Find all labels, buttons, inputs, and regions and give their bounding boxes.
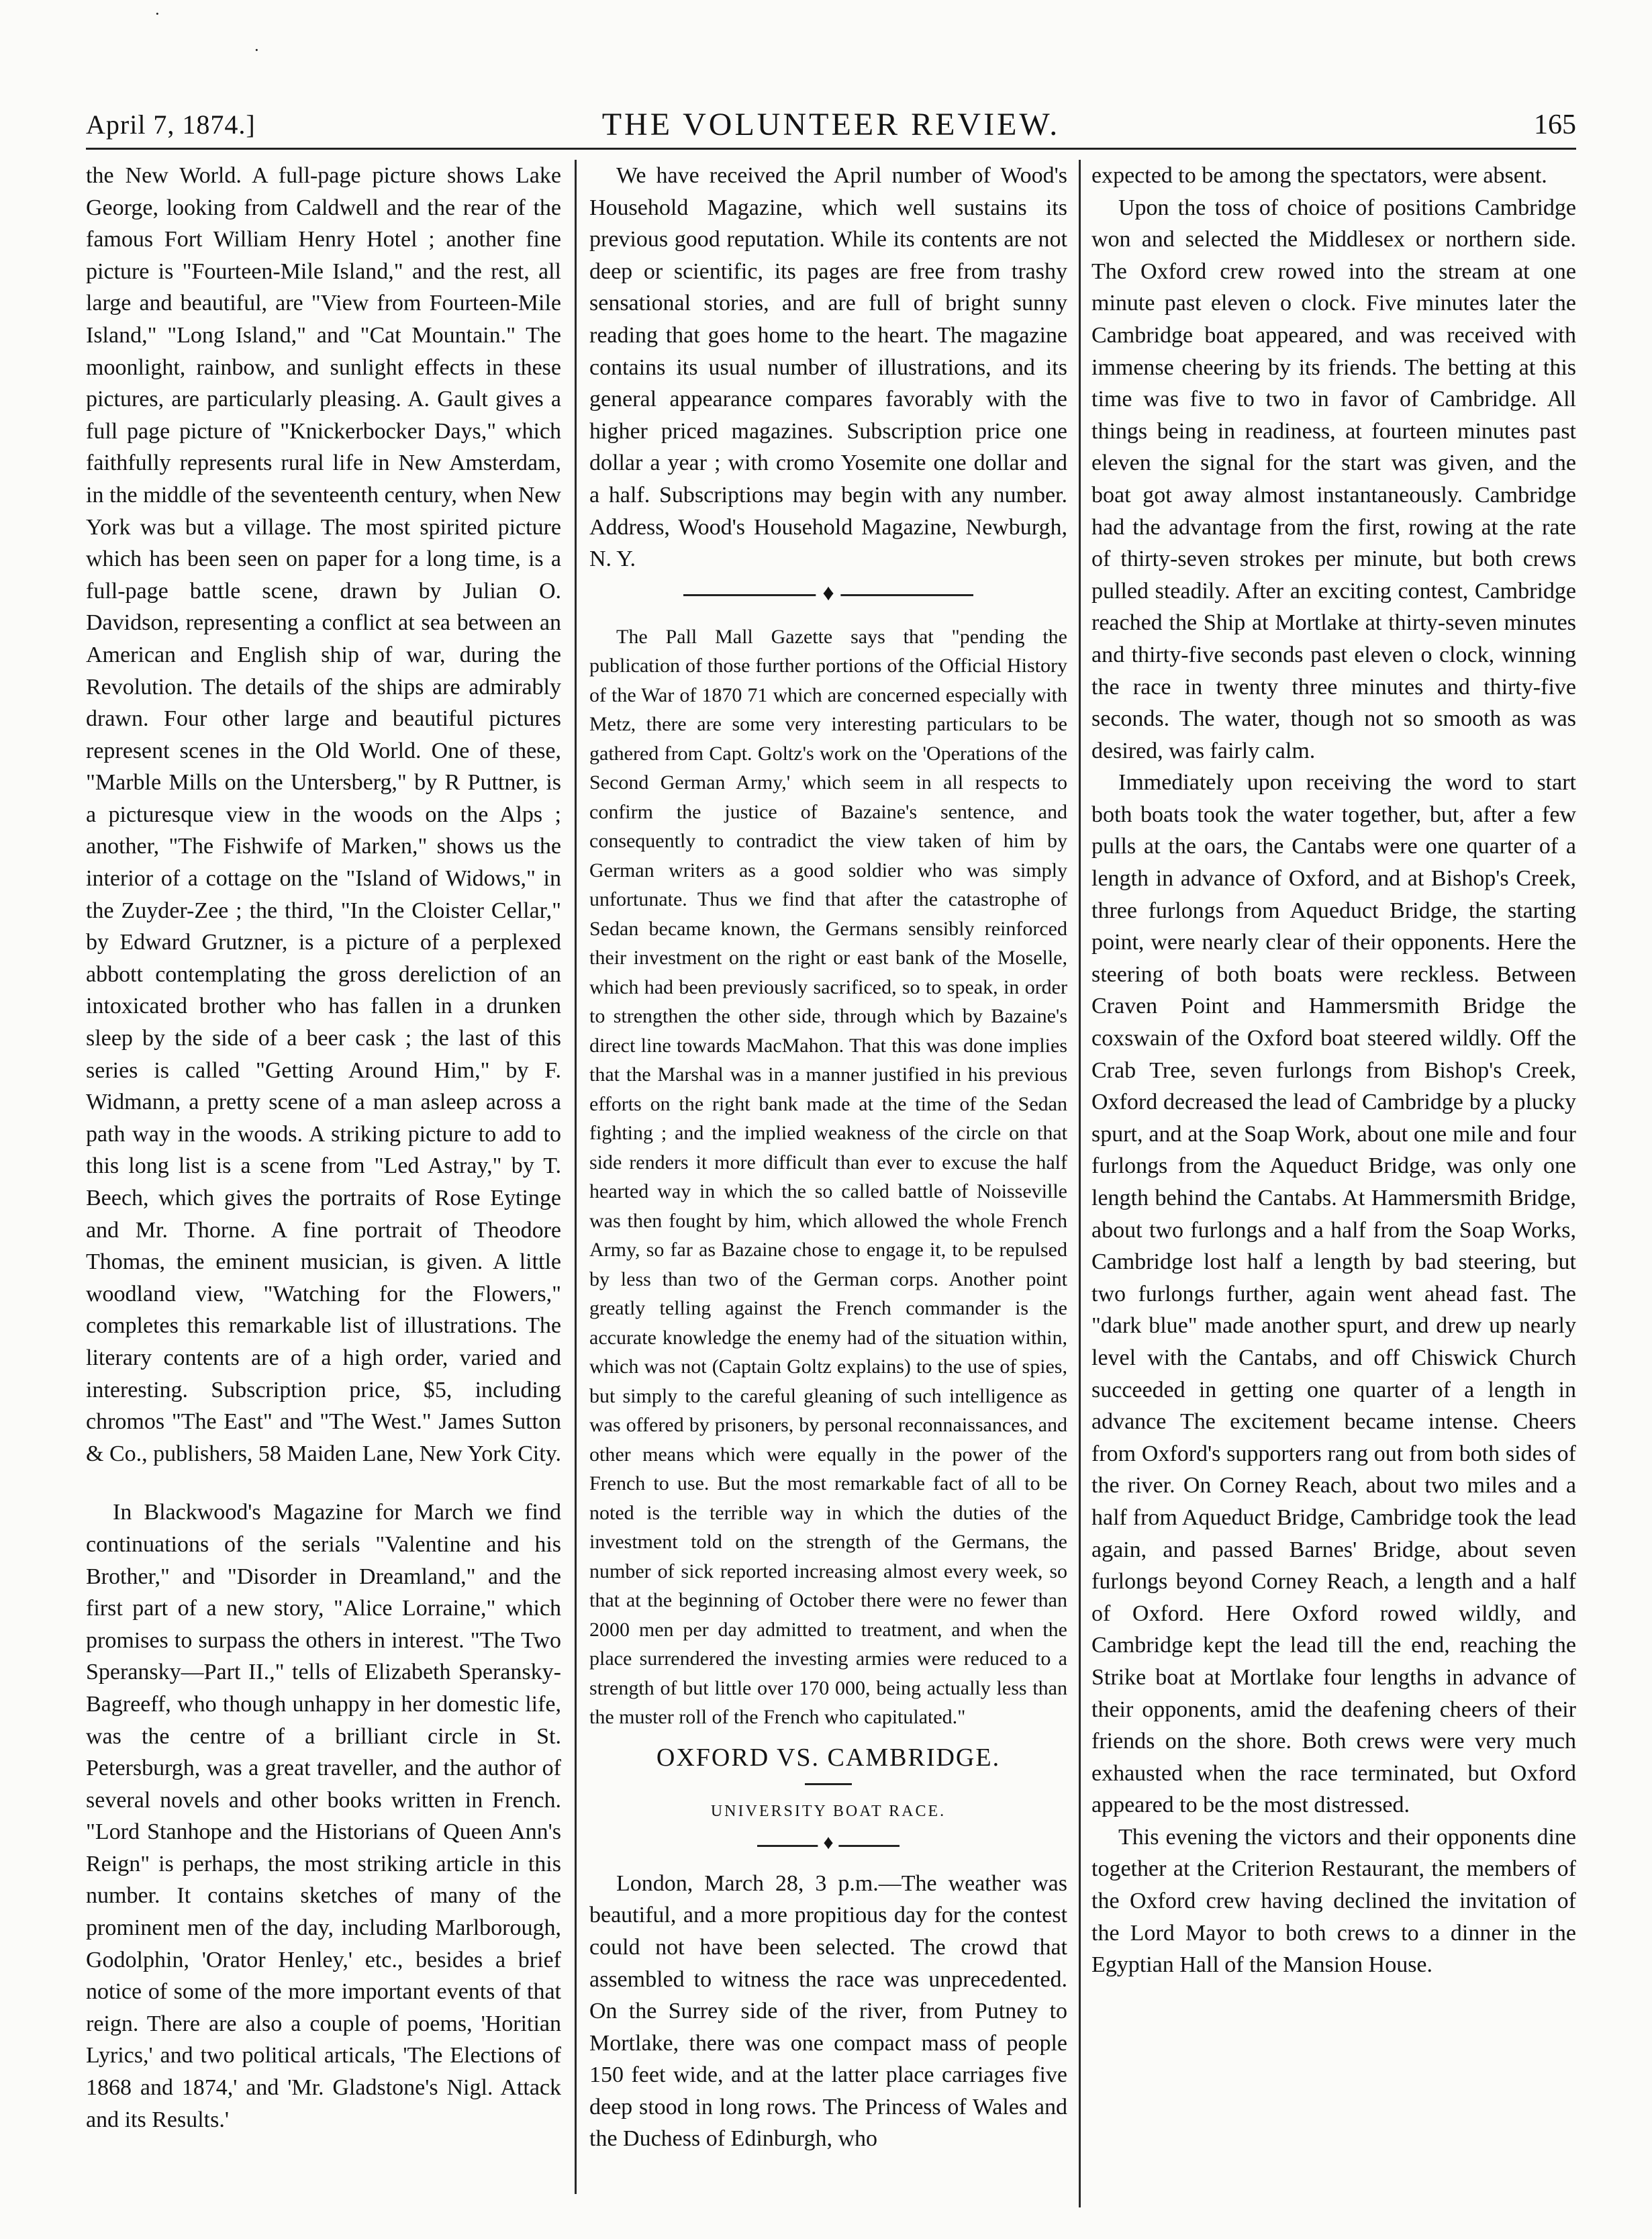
publication-title: THE VOLUNTEER REVIEW. [601, 107, 1061, 142]
boat-race-dinner: This evening the victors and their opponents dine together at the Criterion Restaurant, the members of the Oxford crew having declined the invitation of the Lord Mayor to both crews to a dinner in the Egyptian Hall of the Mansion House. [1091, 1824, 1576, 1978]
column-divider [575, 160, 577, 2194]
print-speck: · [254, 40, 260, 60]
column-middle [589, 160, 1067, 2214]
header-rule [86, 148, 1576, 150]
boat-race-headline: OXFORD VS. CAMBRIDGE. [656, 1743, 1001, 1772]
boat-race-report-opening: London, March 28, 3 p.m.—The weather was beautiful, and a more propitious day for the contest could not have been selected. The crowd that assembled to witness the race was unprecedented. On the Surrey side of the river, from Putney to Mortlake, there was one compact mass of people 150 feet wide, and at the latter place carriages five deep stood in long rows. The Princess of Wales and the Duchess of Edinburgh, who [589, 1870, 1067, 2152]
boat-race-subhead: UNIVERSITY BOAT RACE. [710, 1802, 946, 1820]
headline-rule [805, 1783, 852, 1785]
article-pall-mall-gazette: The Pall Mall Gazette says that "pending the publication of those further portions of the Official History of the War of 1870 71 which are concerned especially with Metz, there are some very interesting particulars to be gathered from Capt. Goltz's work on the 'Operations of the Second German Army,' which seem in all respects to confirm the justice of Bazaine's sentence, and consequently to contradict the view taken of him by German writers as a good soldier who was simply unfortunate. Thus we find that after the catastrophe of Sedan became known, the Germans sensibly reinforced their investment on the right or east bank of the Moselle, which had been previously sacrificed, so to speak, in order to strengthen the other side, through which by Bazaine's direct line towards MacMahon. That this was done implies that the Marshal was in a manner justified in his previous efforts on the right bank made at the time of the Sedan fighting ; and the implied weakness of the circle on that side renders it more difficult than ever to excuse the half hearted way in which the so called battle of Noisseville was then fought by him, which allowed the whole French Army, so far as Bazaine chose to engage it, to be repulsed by less than two of the German corps. Another point greatly telling against the French commander is the accurate knowledge the enemy had of the situation within, which was not (Captain Goltz explains) to the use of spies, but simply to the careful gleaning of such intelligence as was offered by prisoners, by personal reconnaissances, and other means which were equally in the power of the French to use. But the most remarkable fact of all to be noted is the terrible way in which the duties of the investment told on the strength of the Germans, the number of sick reported increasing almost every week, so that at the beginning of October there were no fewer than 2000 men per day admitted to treatment, and when the place surrendered the investing armies were reduced to a strength of but little over 170 000, being actually less than the muster roll of the French who capitulated." [589, 625, 1067, 1729]
issue-date: April 7, 1874.] [86, 109, 256, 140]
article-magazine-review: the New World. A full-page picture shows Lake George, looking from Caldwell and the rear of the famous Fort William Henry Hotel ; another fine picture is "Fourteen-Mile Island," and the rest, all large and beautiful, are "View from Fourteen-Mile Island," "Long Island," and "Cat Mountain." The moonlight, rainbow, and sunlight effects in these pictures, are particularly pleasing. A. Gault gives a full page picture of "Knickerbocker Days," which faithfully represents rural life in New Amsterdam, in the middle of the seventeenth century, when New York was but a village. The most spirited picture which has been seen on paper for a long time, is a full-page battle scene, drawn by Julian O. Davidson, representing a conflict at sea between an American and English ship of war, during the Revolution. The details of the ships are admirably drawn. Four other large and beautiful pictures represent scenes in the Old World. One of these, "Marble Mills on the Untersberg," by R Puttner, is a picturesque view in the woods on the Alps ; another, "The Fishwife of Marken," shows us the interior of a cottage on the "Island of Widows," in the Zuyder-Zee ; the third, "In the Cloister Cellar," by Edward Grutzner, is a picture of a perplexed abbott contemplating the gross dereliction of an intoxicated brother who has fallen in a drunken sleep by the side of a beer cask ; the last of this series is called "Getting Around Him," by F. Widmann, a pretty scene of a man asleep across a path way in the woods. A striking picture to add to this long list is a scene from "Led Astray," by T. Beech, which gives the portraits of Rose Eytinge and Mr. Thorne. A fine portrait of Theodore Thomas, the eminent musician, is given. A little woodland view, "Watching for the Flowers," completes this remarkable list of illustrations. The literary contents are of a high order, varied and interesting. Subscription price, $5, including chromos "The East" and "The West." James Sutton & Co., publishers, 58 Maiden Lane, New York City. [86, 163, 561, 1466]
boat-race-start: Upon the toss of choice of positions Cambridge won and selected the Middlesex or northern side. The Oxford crew rowed into the stream at one minute past eleven o clock. Five minutes later the Cambridge boat appeared, and was received with immense cheering by its friends. The betting at this time was five to two in favor of Cambridge. All things being in readiness, at fourteen minutes past eleven the signal for the start was given, and the boat got away almost instantaneously. Cambridge had the advantage from the first, rowing at the rate of thirty-seven strokes per minute, but both crews pulled steadily. After an exciting contest, Cambridge reached the Ship at Mortlake at thirty-seven minutes and thirty-five seconds past eleven o clock, winning the race in twenty three minutes and thirty-five seconds. The water, though not so smooth as was desired, was fairly calm. [1091, 195, 1576, 763]
boat-race-details: Immediately upon receiving the word to start both boats took the water together, but, after a few pulls at the oars, the Cantabs were one quarter of a length in advance of Oxford, and at Bishop's Creek, three furlongs from Aqueduct Bridge, the starting point, were nearly clear of their opponents. Here the steering of both boats were reckless. Between Craven Point and Hammersmith Bridge the coxswain of the Oxford boat steered wildly. Off the Crab Tree, seven furlongs from Bishop's Creek, Oxford decreased the lead of Cambridge by a plucky spurt, and at the Soap Work, about one mile and four furlongs from the Aqueduct Bridge, was only one length behind the Cantabs. At Hammersmith Bridge, about two furlongs and a half from the Soap Works, Cambridge lost half a length by bad steering, but two furlongs further, again went ahead fast. The "dark blue" made another spurt, and drew up nearly level with the Cantabs, and off Chiswick Church succeeded in getting one quarter of a length in advance The excitement became intense. Cheers from Oxford's supporters rang out from both sides of the river. On Corney Reach, about two miles and a half from Aqueduct Bridge, Cambridge took the lead again, and passed Barnes' Bridge, about seven furlongs beyond Corney Reach, a length and a half of Oxford. Here Oxford rowed wildly, and Cambridge kept the lead till the end, reaching the Strike boat at Mortlake four lengths in advance of their opponents, amid the deafening cheers of their friends on the shore. Both crews were very much exhausted when the race terminated, but Oxford appeared to be the most distressed. [1091, 770, 1576, 1818]
article-woods-magazine: We have received the April number of Wood's Household Magazine, which well sustains its previous good reputation. While its contents are not deep or scientific, its pages are free from trashy sensational stories, and are full of bright sunny reading that goes home to the heart. The magazine contains its usual number of illustrations, and its general appearance compares favorably with the higher priced magazines. Subscription price one dollar a year ; with cromo Yosemite one dollar and a half. Subscriptions may begin with any number. Address, Wood's Household Magazine, Newburgh, N. Y. [589, 163, 1067, 572]
page-number: 165 [1534, 109, 1576, 140]
article-blackwoods-review: In Blackwood's Magazine for March we find continuations of the serials "Valentine and his Brother," and "Disorder in Dreamland," and the first part of a new story, "Alice Lorraine," which promises to surpass the others in interest. "The Two Speransky—Part II.," tells of Elizabeth Speransky-Bagreeff, who though unhappy in her domestic life, was the centre of a brilliant circle in St. Petersburgh, was a great traveller, and the author of several novels and other books written in French. "Lord Stanhope and the Historians of Queen Ann's Reign" is perhaps, the most striking article in this number. It contains sketches of many of the prominent men of the day, including Marlborough, Godolphin, 'Orator Henley,' etc., besides a brief notice of some of the more important events of that reign. There are also a couple of poems, 'Horitian Lyrics,' and two political articals, 'The Elections of 1868 and 1874,' and 'Mr. Gladstone's Nigl. Attack and its Results.' [86, 1500, 561, 2132]
column-divider [1079, 160, 1081, 2207]
subhead-divider [589, 1827, 1067, 1868]
print-speck: · [154, 4, 160, 23]
column-right [1091, 160, 1576, 2214]
section-divider [589, 575, 1067, 622]
paragraph-gap [86, 1470, 561, 1496]
column-left [86, 160, 561, 2207]
boat-race-report-continued: expected to be among the spectators, were absent. [1091, 163, 1547, 188]
masthead [86, 106, 1576, 146]
